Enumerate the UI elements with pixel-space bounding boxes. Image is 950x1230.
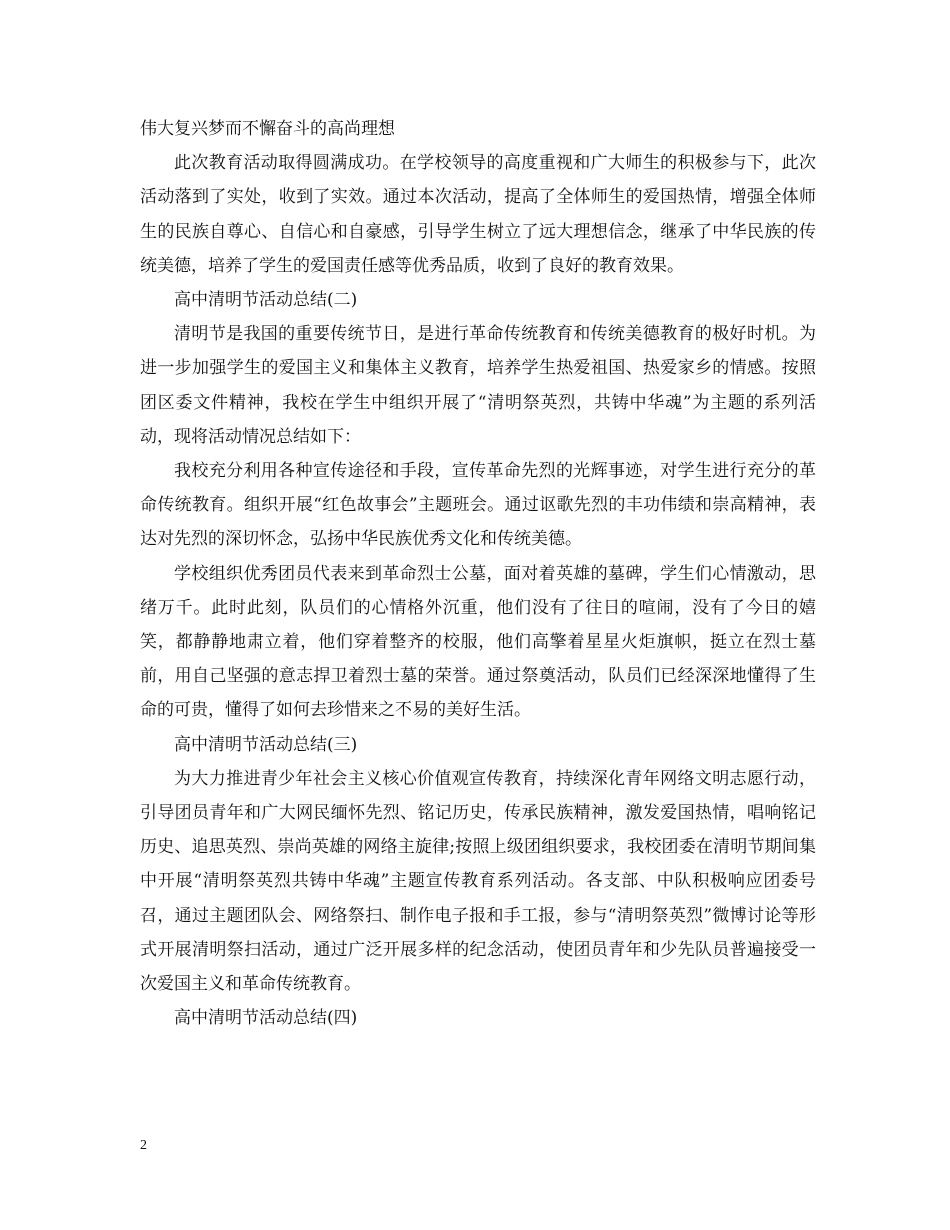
paragraph: 学校组织优秀团员代表来到革命烈士公墓，面对着英雄的墓碑，学生们心情激动，思绪万千。此时此刻，队员们的心情格外沉重，他们没有了往日的喧闹，没有了今日的嬉笑，都静静地肃立着，他们穿着整齐的校服，他们高擎着星星火炬旗帜，挺立在烈士墓前，用自己坚强的意志捍卫着烈士墓的荣誉。通过祭奠活动，队员们已经深深地懂得了生命的可贵，懂得了如何去珍惜来之不易的美好生活。 <box>140 563 816 721</box>
section-heading: 高中清明节活动总结(二) <box>174 290 358 311</box>
paragraph: 我校充分利用各种宣传途径和手段，宣传革命先烈的光辉事迹，对学生进行充分的革命传统教育。组织开展“红色故事会”主题班会。通过讴歌先烈的丰功伟绩和崇高精神，表达对先烈的深切怀念，弘扬中华民族优秀文化和传统美德。 <box>140 461 816 550</box>
section-heading: 高中清明节活动总结(三) <box>174 734 358 755</box>
document-body <box>140 112 816 1035</box>
page-number: 2 <box>140 1138 147 1153</box>
paragraph: 伟大复兴梦而不懈奋斗的高尚理想 <box>140 119 395 139</box>
section-heading: 高中清明节活动总结(四) <box>174 1008 358 1029</box>
paragraph: 此次教育活动取得圆满成功。在学校领导的高度重视和广大师生的积极参与下，此次活动落到了实处，收到了实效。通过本次活动，提高了全体师生的爱国热情，增强全体师生的民族自尊心、自信心和自豪感，引导学生树立了远大理想信念，继承了中华民族的传统美德，培养了学生的爱国责任感等优秀品质，收到了良好的教育效果。 <box>140 153 816 276</box>
paragraph: 为大力推进青少年社会主义核心价值观宣传教育，持续深化青年网络文明志愿行动，引导团员青年和广大网民缅怀先烈、铭记历史，传承民族精神，激发爱国热情，唱响铭记历史、追思英烈、崇尚英雄的网络主旋律;按照上级团组织要求，我校团委在清明节期间集中开展“清明祭英烈共铸中华魂”主题宣传教育系列活动。各支部、中队积极响应团委号召，通过主题团队会、网络祭扫、制作电子报和手工报，参与“清明祭英烈”微博讨论等形式开展清明祭扫活动，通过广泛开展多样的纪念活动，使团员青年和少先队员普遍接受一次爱国主义和革命传统教育。 <box>140 768 816 995</box>
paragraph: 清明节是我国的重要传统节日，是进行革命传统教育和传统美德教育的极好时机。为进一步加强学生的爱国主义和集体主义教育，培养学生热爱祖国、热爱家乡的情感。按照团区委文件精神，我校在学生中组织开展了“清明祭英烈，共铸中华魂”为主题的系列活动，现将活动情况总结如下： <box>140 324 816 447</box>
